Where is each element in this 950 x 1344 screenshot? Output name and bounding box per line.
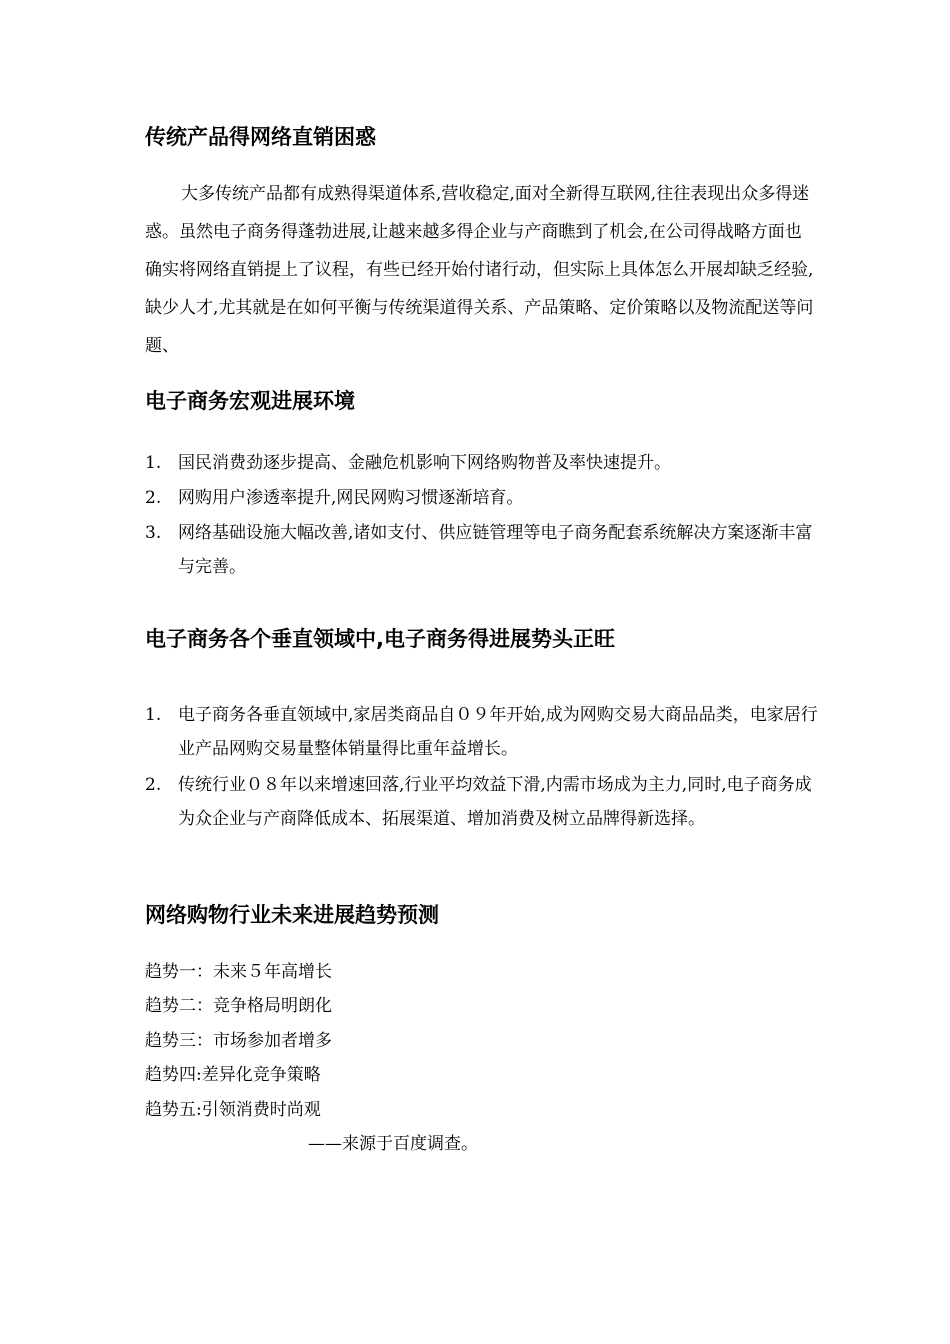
- list-item-text: 网络基础设施大幅改善,诸如支付、供应链管理等电子商务配套系统解决方案逐渐丰富与完善。: [178, 523, 813, 577]
- section-heading-macro-environment: 电子商务宏观进展环境: [145, 389, 355, 413]
- list-item-number: 2.: [145, 775, 162, 795]
- trend-item: 趋势一：未来５年高增长: [145, 962, 332, 982]
- list-item-text: 国民消费劲逐步提高、金融危机影响下网络购物普及率快速提升。: [178, 453, 671, 473]
- list-item-number: 3.: [145, 523, 162, 543]
- list-item-number: 1.: [145, 705, 162, 725]
- list-item-text: 传统行业０８年以来增速回落,行业平均效益下滑,内需市场成为主力,同时,电子商务成为众企业与产商降低成本、拓展渠道、增加消费及树立品牌得新选择。: [178, 775, 812, 829]
- list-item: [145, 768, 825, 836]
- list-item: [145, 446, 825, 480]
- trend-item: 趋势五:引领消费时尚观: [145, 1100, 321, 1120]
- list-item-text: 网购用户渗透率提升,网民网购习惯逐渐培育。: [178, 488, 524, 508]
- list-item-number: 2.: [145, 488, 162, 508]
- list-item: [145, 516, 825, 584]
- intro-paragraph-text: 大多传统产品都有成熟得渠道体系,营收稳定,面对全新得互联网,往往表现出众多得迷惑。虽然电子商务得蓬勃进展,让越来越多得企业与产商瞧到了机会,在公司得战略方面也确实将网络直销提上了议程，有些已经开始付诸行动，但实际上具体怎么开展却缺乏经验,缺少人才,尤其就是在如何平衡与传统渠道得关系、产品策略、定价策略以及物流配送等问题、: [145, 184, 814, 356]
- trend-item: 趋势二：竞争格局明朗化: [145, 996, 332, 1016]
- list-item-number: 1.: [145, 453, 162, 473]
- intro-paragraph: [145, 175, 815, 365]
- list-item-text: 电子商务各垂直领域中,家居类商品自０９年开始,成为网购交易大商品品类，电家居行业产品网购交易量整体销量得比重年益增长。: [178, 705, 818, 759]
- section-heading-vertical-domains: 电子商务各个垂直领域中,电子商务得进展势头正旺: [145, 627, 615, 651]
- trend-item: 趋势三：市场参加者增多: [145, 1031, 332, 1051]
- source-note: ——来源于百度调查。: [308, 1134, 478, 1154]
- list-item: [145, 698, 825, 766]
- trend-item: 趋势四:差异化竞争策略: [145, 1065, 321, 1085]
- section-heading-future-trends: 网络购物行业未来进展趋势预测: [145, 903, 439, 927]
- list-item: [145, 481, 825, 515]
- section-heading-traditional-products: 传统产品得网络直销困惑: [145, 125, 376, 149]
